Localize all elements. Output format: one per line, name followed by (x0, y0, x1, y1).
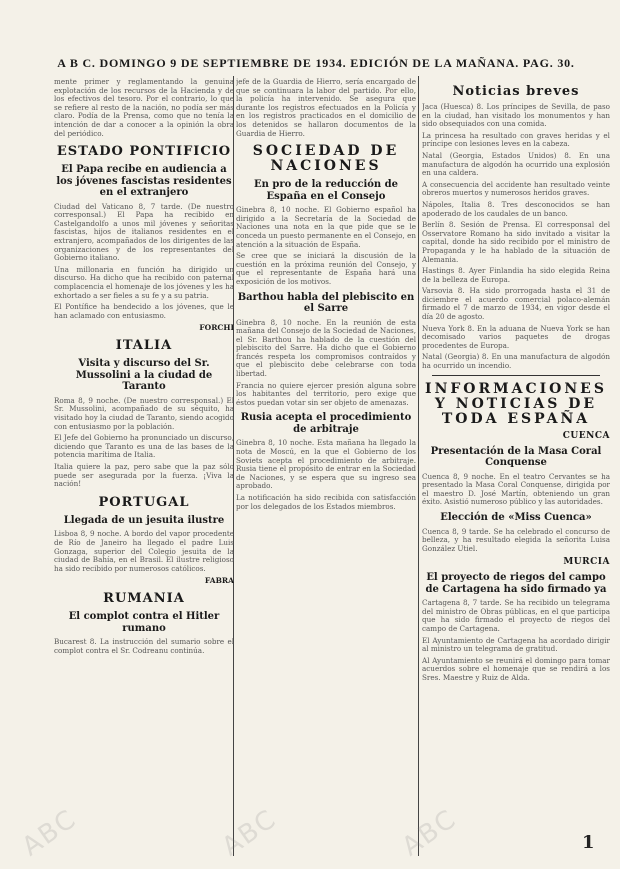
section-title-italy: ITALIA (115, 338, 173, 354)
headline-spain-council: En pro de la reducción de España en el Consejo (253, 179, 399, 202)
brief-item: Natal (Georgia, Estados Unidos) 8. En una manufactura de algodón ha ocurrido una explosión en una caldera. (422, 150, 610, 178)
headline-barthou: Barthou habla del plebiscito en el Sarre (237, 291, 415, 314)
column-3 (422, 78, 610, 848)
watermark: ABC (396, 803, 463, 863)
headline-pope: El Papa recibe en audiencia a los jóvenes fascistas residentes en el extranjero (56, 164, 232, 199)
article-text: Al Ayuntamiento se reunirá el domingo para tomar acuerdos sobre el homenaje que se rendirá a los Sres. Maestre y Ruiz de Alda. (422, 655, 610, 683)
headline-mussolini: Visita y discurso del Sr. Mussolini a la ciudad de Taranto (75, 358, 213, 393)
article-text: Cuenca 8, 9 noche. En el teatro Cervantes se ha presentado la Masa Coral Conquense, dirigida por el maestro D. José Martín, obteniendo un gran éxito. Asistió numeroso público y las autoridades. (422, 471, 610, 507)
article-text: La notificación ha sido recibida con satisfacción por los delegados de los Estados miembros. (236, 493, 416, 511)
article-text: El Jefe del Gobierno ha pronunciado un discurso, diciendo que Taranto es una de las bases de la potencia marítima de Italia. (54, 433, 234, 460)
article-text: Se cree que se iniciará la discusión de la cuestión en la próxima reunión del Consejo, y que el representante de España hará una exposición de los motivos. (236, 251, 416, 286)
article-text: Cartagena 8, 7 tarde. Se ha recibido un telegrama del ministro de Obras públicas, en el que participa que ha sido firmado el proyecto de riegos del campo de Cartagena. (422, 598, 610, 634)
article-text: El Ayuntamiento de Cartagena ha acordado dirigir al ministro un telegrama de gratitud. (422, 635, 610, 654)
article-text: Roma 8, 9 noche. (De nuestro corresponsal.) El Sr. Mussolini, acompañado de su séquito, ha visitado hoy la ciudad de Taranto, siendo acogido con entusiasmo por la población. (54, 395, 234, 431)
article-text: Una millonaria en función ha dirigido un discurso. Ha dicho que ha recibido con paternal complacencia el homenaje de los jóvenes y les ha exhortado a ser fieles a su fe y a su patria. (54, 264, 234, 300)
article-text: El Pontífice ha bendecido a los jóvenes, que le han aclamado con entusiasmo. (54, 302, 234, 320)
article-text: Ciudad del Vaticano 8, 7 tarde. (De nuestro corresponsal.) El Papa ha recibido en Castelgandolfo a unos mil jóvenes y señoritas fascistas, hijos de italianos residentes en el extranjero, acompañados de los dirigentes de las organizaciones y de los representantes del Gobierno italiano. (54, 201, 234, 263)
city-label-murcia: MURCIA (563, 557, 610, 568)
headline-complot: El complot contra el Hitler rumano (68, 611, 220, 634)
section-title-portugal: PORTUGAL (98, 494, 190, 510)
page-header: A B C. DOMINGO 9 DE SEPTIEMBRE DE 1934. EDICIÓN DE LA MAÑANA. PAG. 30. (57, 56, 575, 70)
column-1 (54, 78, 234, 848)
watermark: ABC (216, 803, 283, 863)
article-text: Cuenca 8, 9 tarde. Se ha celebrado el concurso de belleza, y ha resultado elegida la señorita Luisa González Utiel. (422, 526, 610, 553)
article-text: Ginebra 8, 10 noche. El Gobierno español ha dirigido a la Secretaría de la Sociedad de Naciones una nota en la que pide que se le conceda un puesto permanente en el Consejo, en atención a la situación de España. (236, 205, 416, 249)
section-title-league: SOCIEDAD DE NACIONES (252, 143, 400, 175)
brief-item: Nápoles, Italia 8. Tres desconocidos se han apoderado de los caudales de un banco. (422, 199, 610, 218)
article-text: Lisboa 8, 9 noche. A bordo del vapor procedente de Río de Janeiro ha llegado el padre Luis Gonzaga, superior del Colegio jesuita de la ciudad de Bahía, en el Brasil. El ilustre religioso ha sido recibido por numerosos católicos. (54, 529, 234, 573)
brief-item: Hastings 8. Ayer Finlandia ha sido elegida Reina de la belleza de Europa. (422, 266, 610, 284)
brief-item: La princesa ha resultado con graves heridas y el príncipe con lesiones leves en la cabeza. (422, 130, 610, 149)
article-text: mente primer y reglamentando la genuina explotación de los recursos de la Hacienda y de los efectivos del tesoro. Por el contrario, lo que se refiere al resto de la nación, no podía ser más claro. Podía de la Prensa, como que no tenía la intención de dar a conocer a la opinión la obra del periódico. (54, 78, 234, 138)
headline-jesuit: Llegada de un jesuita ilustre (63, 514, 225, 526)
divider (432, 375, 600, 376)
brief-item: A consecuencia del accidente han resultado veinte obreros muertos y numerosos heridos graves. (422, 179, 610, 198)
article-text: Francia no quiere ejercer presión alguna sobre los habitantes del territorio, pero exige que éstos puedan votar sin ser objeto de amenazas. (236, 380, 416, 407)
section-title-spain-news: INFORMACIONES Y NOTICIAS DE TODA ESPAÑA (425, 380, 607, 427)
column-2 (236, 78, 416, 848)
article-text: Ginebra 8, 10 noche. En la reunión de esta mañana del Consejo de la Sociedad de Naciones, el Sr. Barthou ha hablado de la cuestión del plebiscito del Sarre. Ha dicho que el Gobierno francés respeta los compromisos contraídos y que el plebiscito debe celebrarse con toda libertad. (236, 317, 416, 379)
headline-coral: Presentación de la Masa Coral Conquense (430, 445, 602, 469)
section-title-brief: Noticias breves (452, 84, 580, 99)
article-text: Ginebra 8, 10 noche. Esta mañana ha llegado la nota de Moscú, en la que el Gobierno de los Soviets acepta el procedimiento de arbitraje. Rusia tiene el propósito de entrar en la Sociedad de Naciones, y se espera que su ingreso sea aprobado. (236, 438, 416, 491)
brief-item: Nueva York 8. En la aduana de Nueva York se han decomisado varios paquetes de drogas procedentes de Europa. (422, 323, 610, 350)
section-title-romania: RUMANIA (103, 591, 185, 607)
article-text: Bucarest 8. La instrucción del sumario sobre el complot contra el Sr. Codreanu continúa. (54, 637, 234, 655)
headline-cartagena: El proyecto de riegos del campo de Cartagena ha sido firmado ya (425, 572, 607, 595)
article-text: Italia quiere la paz, pero sabe que la paz sólo puede ser asegurada por la fuerza. ¡Viva la nación! (54, 462, 234, 489)
page-number: 1 (582, 832, 595, 853)
brief-item: Berlín 8. Sesión de Prensa. El corresponsal del Osservatore Romano ha sido invitado a visitar la capital, donde ha sido recibido por el ministro de Propaganda y le ha hablado de la situación de Alemania. (422, 220, 610, 264)
section-title-vatican: ESTADO PONTIFICIO (56, 144, 232, 160)
article-text: jefe de la Guardia de Hierro, sería encargado de que se continuara la labor del partido. Por ello, la policía ha intervenido. Se asegura que durante los registros efectuados en la Policía y en los registros practicados en el domicilio de los detenidos se hallaron documentos de la Guardia de Hierro. (236, 78, 416, 138)
byline: FORCHI (199, 323, 234, 333)
headline-russia: Rusia acepta el procedimiento de arbitraje (240, 412, 412, 435)
brief-item: Varsovia 8. Ha sido prorrogada hasta el 31 de diciembre el acuerdo comercial polaco-alemán firmado el 7 de marzo de 1934, en vigor desde el día 20 de agosto. (422, 286, 610, 322)
byline: FABRA (204, 576, 234, 586)
brief-item: Jaca (Huesca) 8. Los príncipes de Sevilla, de paso en la ciudad, han visitado los monumentos y han sido obsequiados con una comida. (422, 102, 610, 129)
headline-miss-cuenca: Elección de «Miss Cuenca» (440, 512, 592, 523)
column-rule (418, 76, 419, 856)
watermark: ABC (16, 803, 83, 863)
city-label-cuenca: CUENCA (562, 430, 610, 441)
brief-item: Natal (Georgia) 8. En una manufactura de algodón ha ocurrido un incendio. (422, 352, 610, 371)
